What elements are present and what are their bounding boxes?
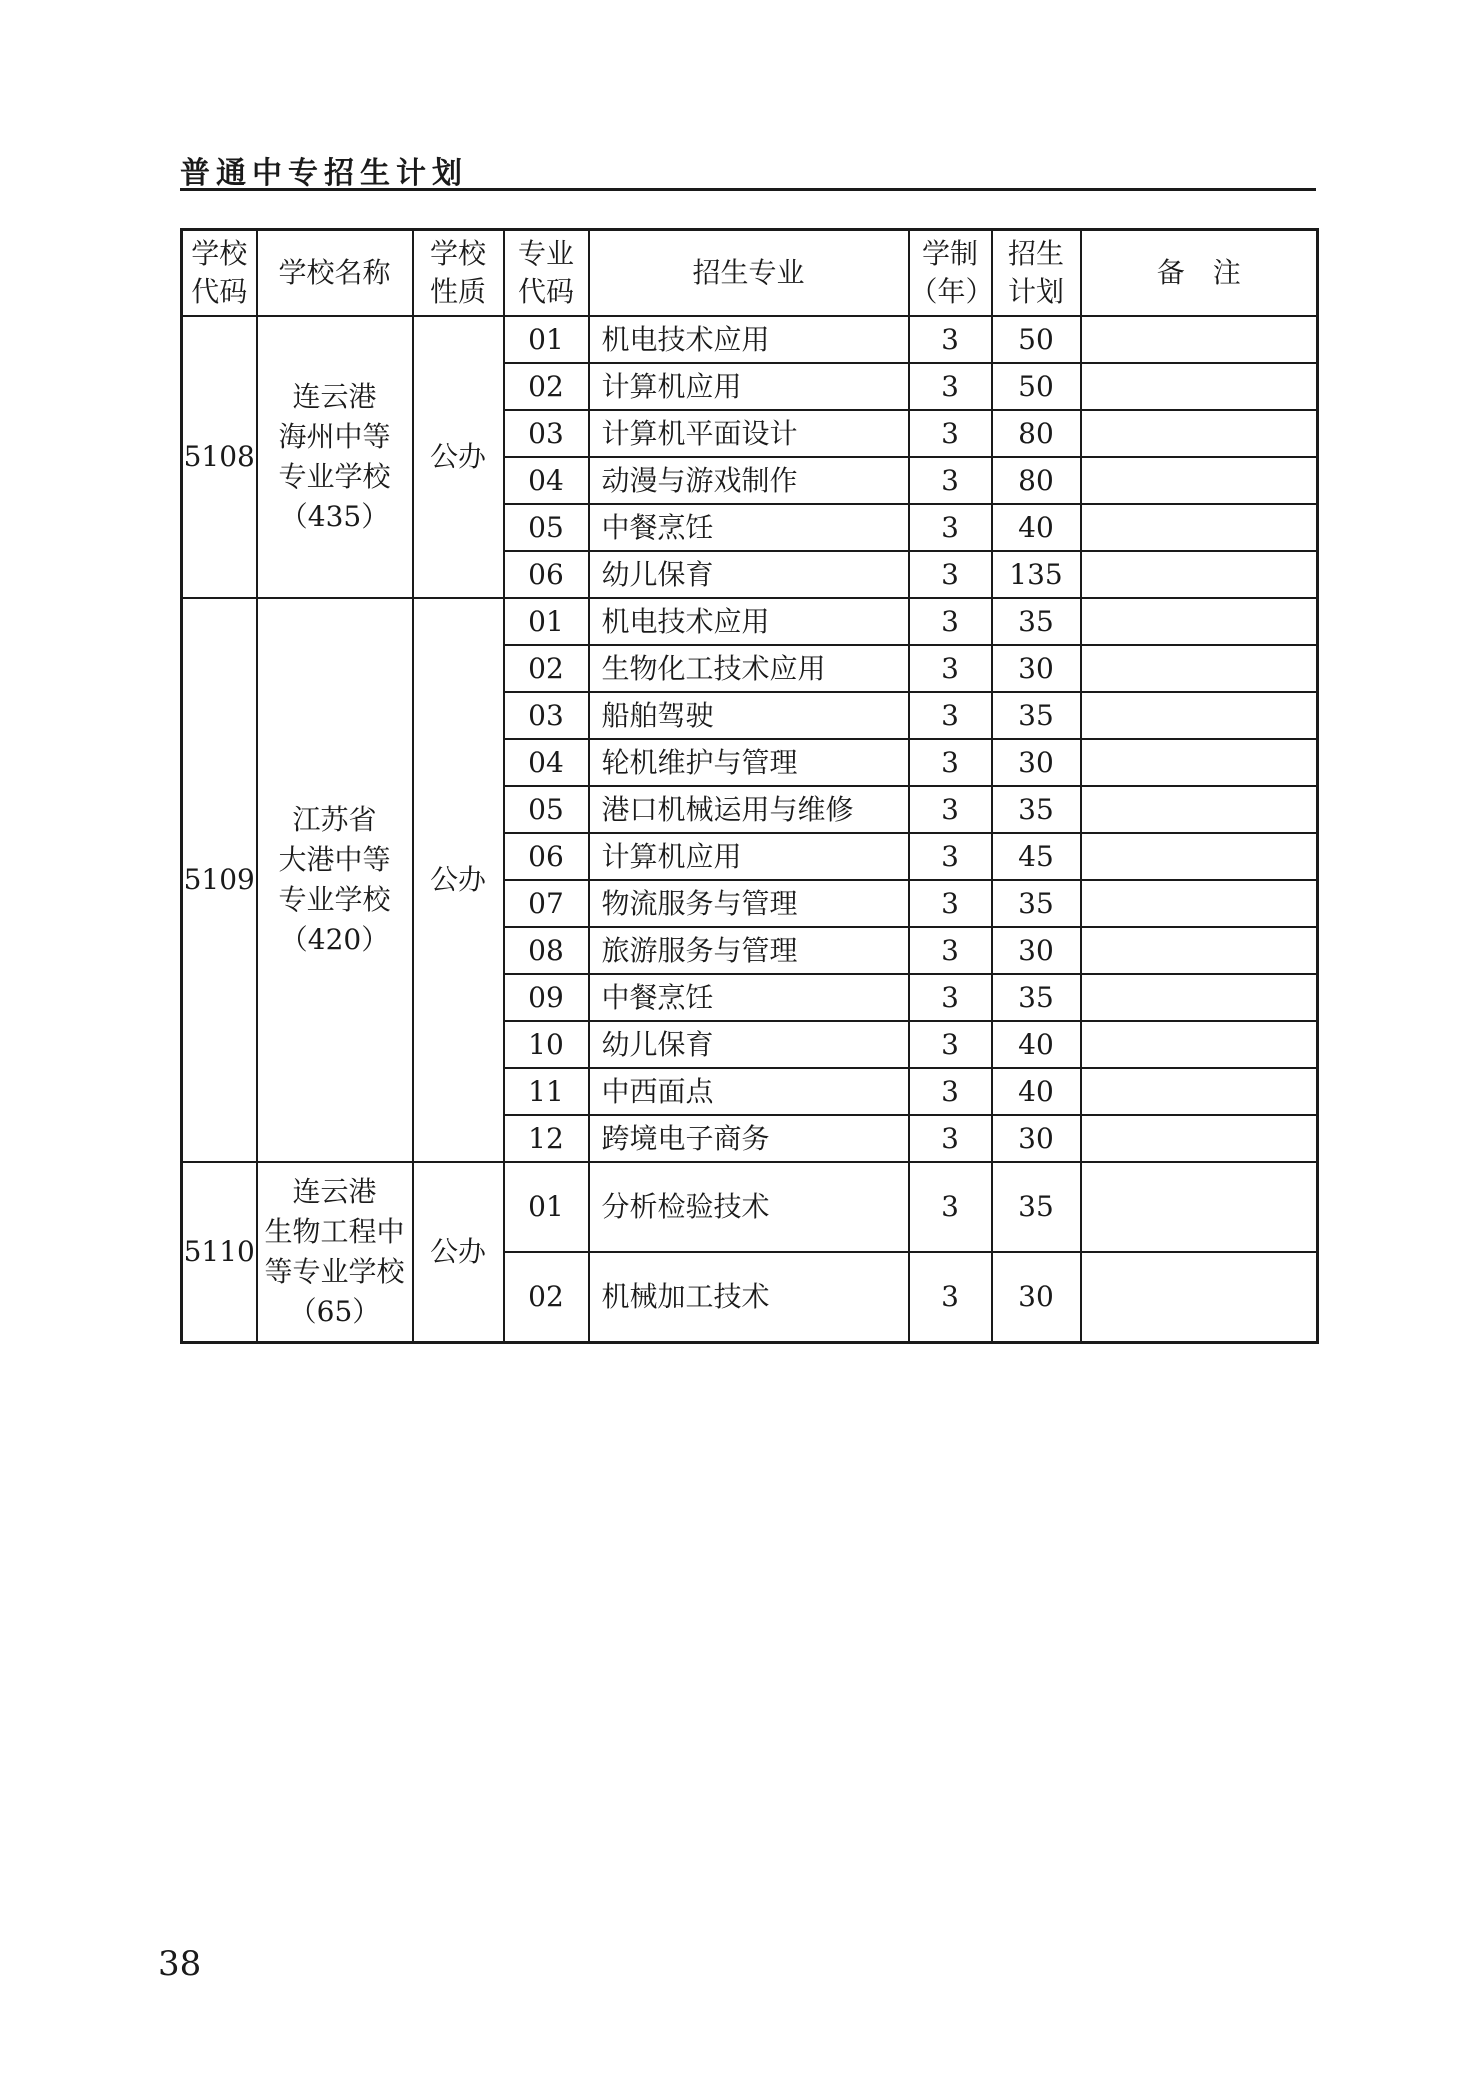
plan-cell: 40: [992, 1068, 1081, 1115]
plan-cell: 35: [992, 786, 1081, 833]
col-header-major: 招生专业: [589, 230, 909, 317]
remark-cell: [1081, 316, 1318, 363]
remark-cell: [1081, 692, 1318, 739]
plan-cell: 45: [992, 833, 1081, 880]
major-code-cell: 12: [504, 1115, 589, 1162]
duration-cell: 3: [909, 1252, 992, 1343]
remark-cell: [1081, 457, 1318, 504]
major-code-cell: 02: [504, 1252, 589, 1343]
duration-cell: 3: [909, 316, 992, 363]
plan-cell: 50: [992, 316, 1081, 363]
major-code-cell: 09: [504, 974, 589, 1021]
duration-cell: 3: [909, 645, 992, 692]
duration-cell: 3: [909, 1021, 992, 1068]
major-name-cell: 机电技术应用: [589, 316, 909, 363]
major-name-cell: 跨境电子商务: [589, 1115, 909, 1162]
major-name-cell: 计算机应用: [589, 363, 909, 410]
major-code-cell: 02: [504, 645, 589, 692]
plan-cell: 35: [992, 692, 1081, 739]
table-header-row: [182, 230, 1318, 317]
school-name-cell: 江苏省 大港中等 专业学校 （420）: [257, 598, 413, 1162]
major-name-cell: 动漫与游戏制作: [589, 457, 909, 504]
major-code-cell: 01: [504, 1162, 589, 1252]
major-code-cell: 05: [504, 786, 589, 833]
major-name-cell: 幼儿保育: [589, 551, 909, 598]
plan-cell: 30: [992, 1115, 1081, 1162]
plan-cell: 40: [992, 1021, 1081, 1068]
major-code-cell: 04: [504, 457, 589, 504]
remark-cell: [1081, 880, 1318, 927]
major-code-cell: 07: [504, 880, 589, 927]
school-type-cell: 公办: [413, 1162, 504, 1343]
major-name-cell: 机械加工技术: [589, 1252, 909, 1343]
remark-cell: [1081, 927, 1318, 974]
major-name-cell: 船舶驾驶: [589, 692, 909, 739]
remark-cell: [1081, 1115, 1318, 1162]
plan-cell: 30: [992, 927, 1081, 974]
plan-cell: 40: [992, 504, 1081, 551]
remark-cell: [1081, 1162, 1318, 1252]
major-name-cell: 港口机械运用与维修: [589, 786, 909, 833]
duration-cell: 3: [909, 692, 992, 739]
duration-cell: 3: [909, 927, 992, 974]
plan-cell: 30: [992, 1252, 1081, 1343]
header-rule: [180, 188, 1316, 191]
duration-cell: 3: [909, 504, 992, 551]
duration-cell: 3: [909, 739, 992, 786]
plan-cell: 35: [992, 880, 1081, 927]
major-name-cell: 旅游服务与管理: [589, 927, 909, 974]
major-name-cell: 机电技术应用: [589, 598, 909, 645]
duration-cell: 3: [909, 1115, 992, 1162]
plan-cell: 50: [992, 363, 1081, 410]
plan-cell: 30: [992, 645, 1081, 692]
plan-cell: 135: [992, 551, 1081, 598]
remark-cell: [1081, 410, 1318, 457]
major-name-cell: 中西面点: [589, 1068, 909, 1115]
school-code-cell: 5109: [182, 598, 257, 1162]
school-code-cell: 5108: [182, 316, 257, 598]
major-code-cell: 08: [504, 927, 589, 974]
major-code-cell: 01: [504, 316, 589, 363]
plan-cell: 35: [992, 974, 1081, 1021]
major-code-cell: 06: [504, 833, 589, 880]
major-code-cell: 01: [504, 598, 589, 645]
table-row: [182, 1162, 1318, 1252]
major-code-cell: 10: [504, 1021, 589, 1068]
school-type-cell: 公办: [413, 316, 504, 598]
duration-cell: 3: [909, 598, 992, 645]
duration-cell: 3: [909, 410, 992, 457]
remark-cell: [1081, 363, 1318, 410]
major-code-cell: 03: [504, 410, 589, 457]
remark-cell: [1081, 1021, 1318, 1068]
major-name-cell: 中餐烹饪: [589, 504, 909, 551]
duration-cell: 3: [909, 974, 992, 1021]
major-code-cell: 05: [504, 504, 589, 551]
school-code-cell: 5110: [182, 1162, 257, 1343]
school-name-cell: 连云港 生物工程中 等专业学校 （65）: [257, 1162, 413, 1343]
duration-cell: 3: [909, 457, 992, 504]
remark-cell: [1081, 1068, 1318, 1115]
duration-cell: 3: [909, 363, 992, 410]
col-header-major-code: 专业 代码: [504, 230, 589, 317]
duration-cell: 3: [909, 880, 992, 927]
major-code-cell: 04: [504, 739, 589, 786]
remark-cell: [1081, 504, 1318, 551]
col-header-school-code: 学校 代码: [182, 230, 257, 317]
major-name-cell: 分析检验技术: [589, 1162, 909, 1252]
enrollment-plan-table: [180, 228, 1319, 1344]
duration-cell: 3: [909, 1068, 992, 1115]
remark-cell: [1081, 645, 1318, 692]
remark-cell: [1081, 974, 1318, 1021]
duration-cell: 3: [909, 833, 992, 880]
major-name-cell: 轮机维护与管理: [589, 739, 909, 786]
major-name-cell: 计算机应用: [589, 833, 909, 880]
running-header-title: 普通中专招生计划: [180, 156, 468, 191]
page-number: 38: [158, 1944, 202, 1984]
major-name-cell: 幼儿保育: [589, 1021, 909, 1068]
major-name-cell: 生物化工技术应用: [589, 645, 909, 692]
major-code-cell: 06: [504, 551, 589, 598]
plan-cell: 80: [992, 410, 1081, 457]
major-code-cell: 11: [504, 1068, 589, 1115]
remark-cell: [1081, 739, 1318, 786]
plan-cell: 80: [992, 457, 1081, 504]
remark-cell: [1081, 786, 1318, 833]
school-type-cell: 公办: [413, 598, 504, 1162]
major-name-cell: 物流服务与管理: [589, 880, 909, 927]
table-row: [182, 316, 1318, 363]
col-header-plan: 招生 计划: [992, 230, 1081, 317]
plan-cell: 35: [992, 1162, 1081, 1252]
table-row: [182, 598, 1318, 645]
major-code-cell: 02: [504, 363, 589, 410]
duration-cell: 3: [909, 786, 992, 833]
duration-cell: 3: [909, 1162, 992, 1252]
plan-cell: 30: [992, 739, 1081, 786]
remark-cell: [1081, 551, 1318, 598]
col-header-duration: 学制 （年）: [909, 230, 992, 317]
plan-cell: 35: [992, 598, 1081, 645]
remark-cell: [1081, 598, 1318, 645]
remark-cell: [1081, 833, 1318, 880]
major-name-cell: 中餐烹饪: [589, 974, 909, 1021]
major-name-cell: 计算机平面设计: [589, 410, 909, 457]
duration-cell: 3: [909, 551, 992, 598]
col-header-remark: 备 注: [1081, 230, 1318, 317]
col-header-school-name: 学校名称: [257, 230, 413, 317]
remark-cell: [1081, 1252, 1318, 1343]
col-header-school-type: 学校 性质: [413, 230, 504, 317]
school-name-cell: 连云港 海州中等 专业学校 （435）: [257, 316, 413, 598]
major-code-cell: 03: [504, 692, 589, 739]
